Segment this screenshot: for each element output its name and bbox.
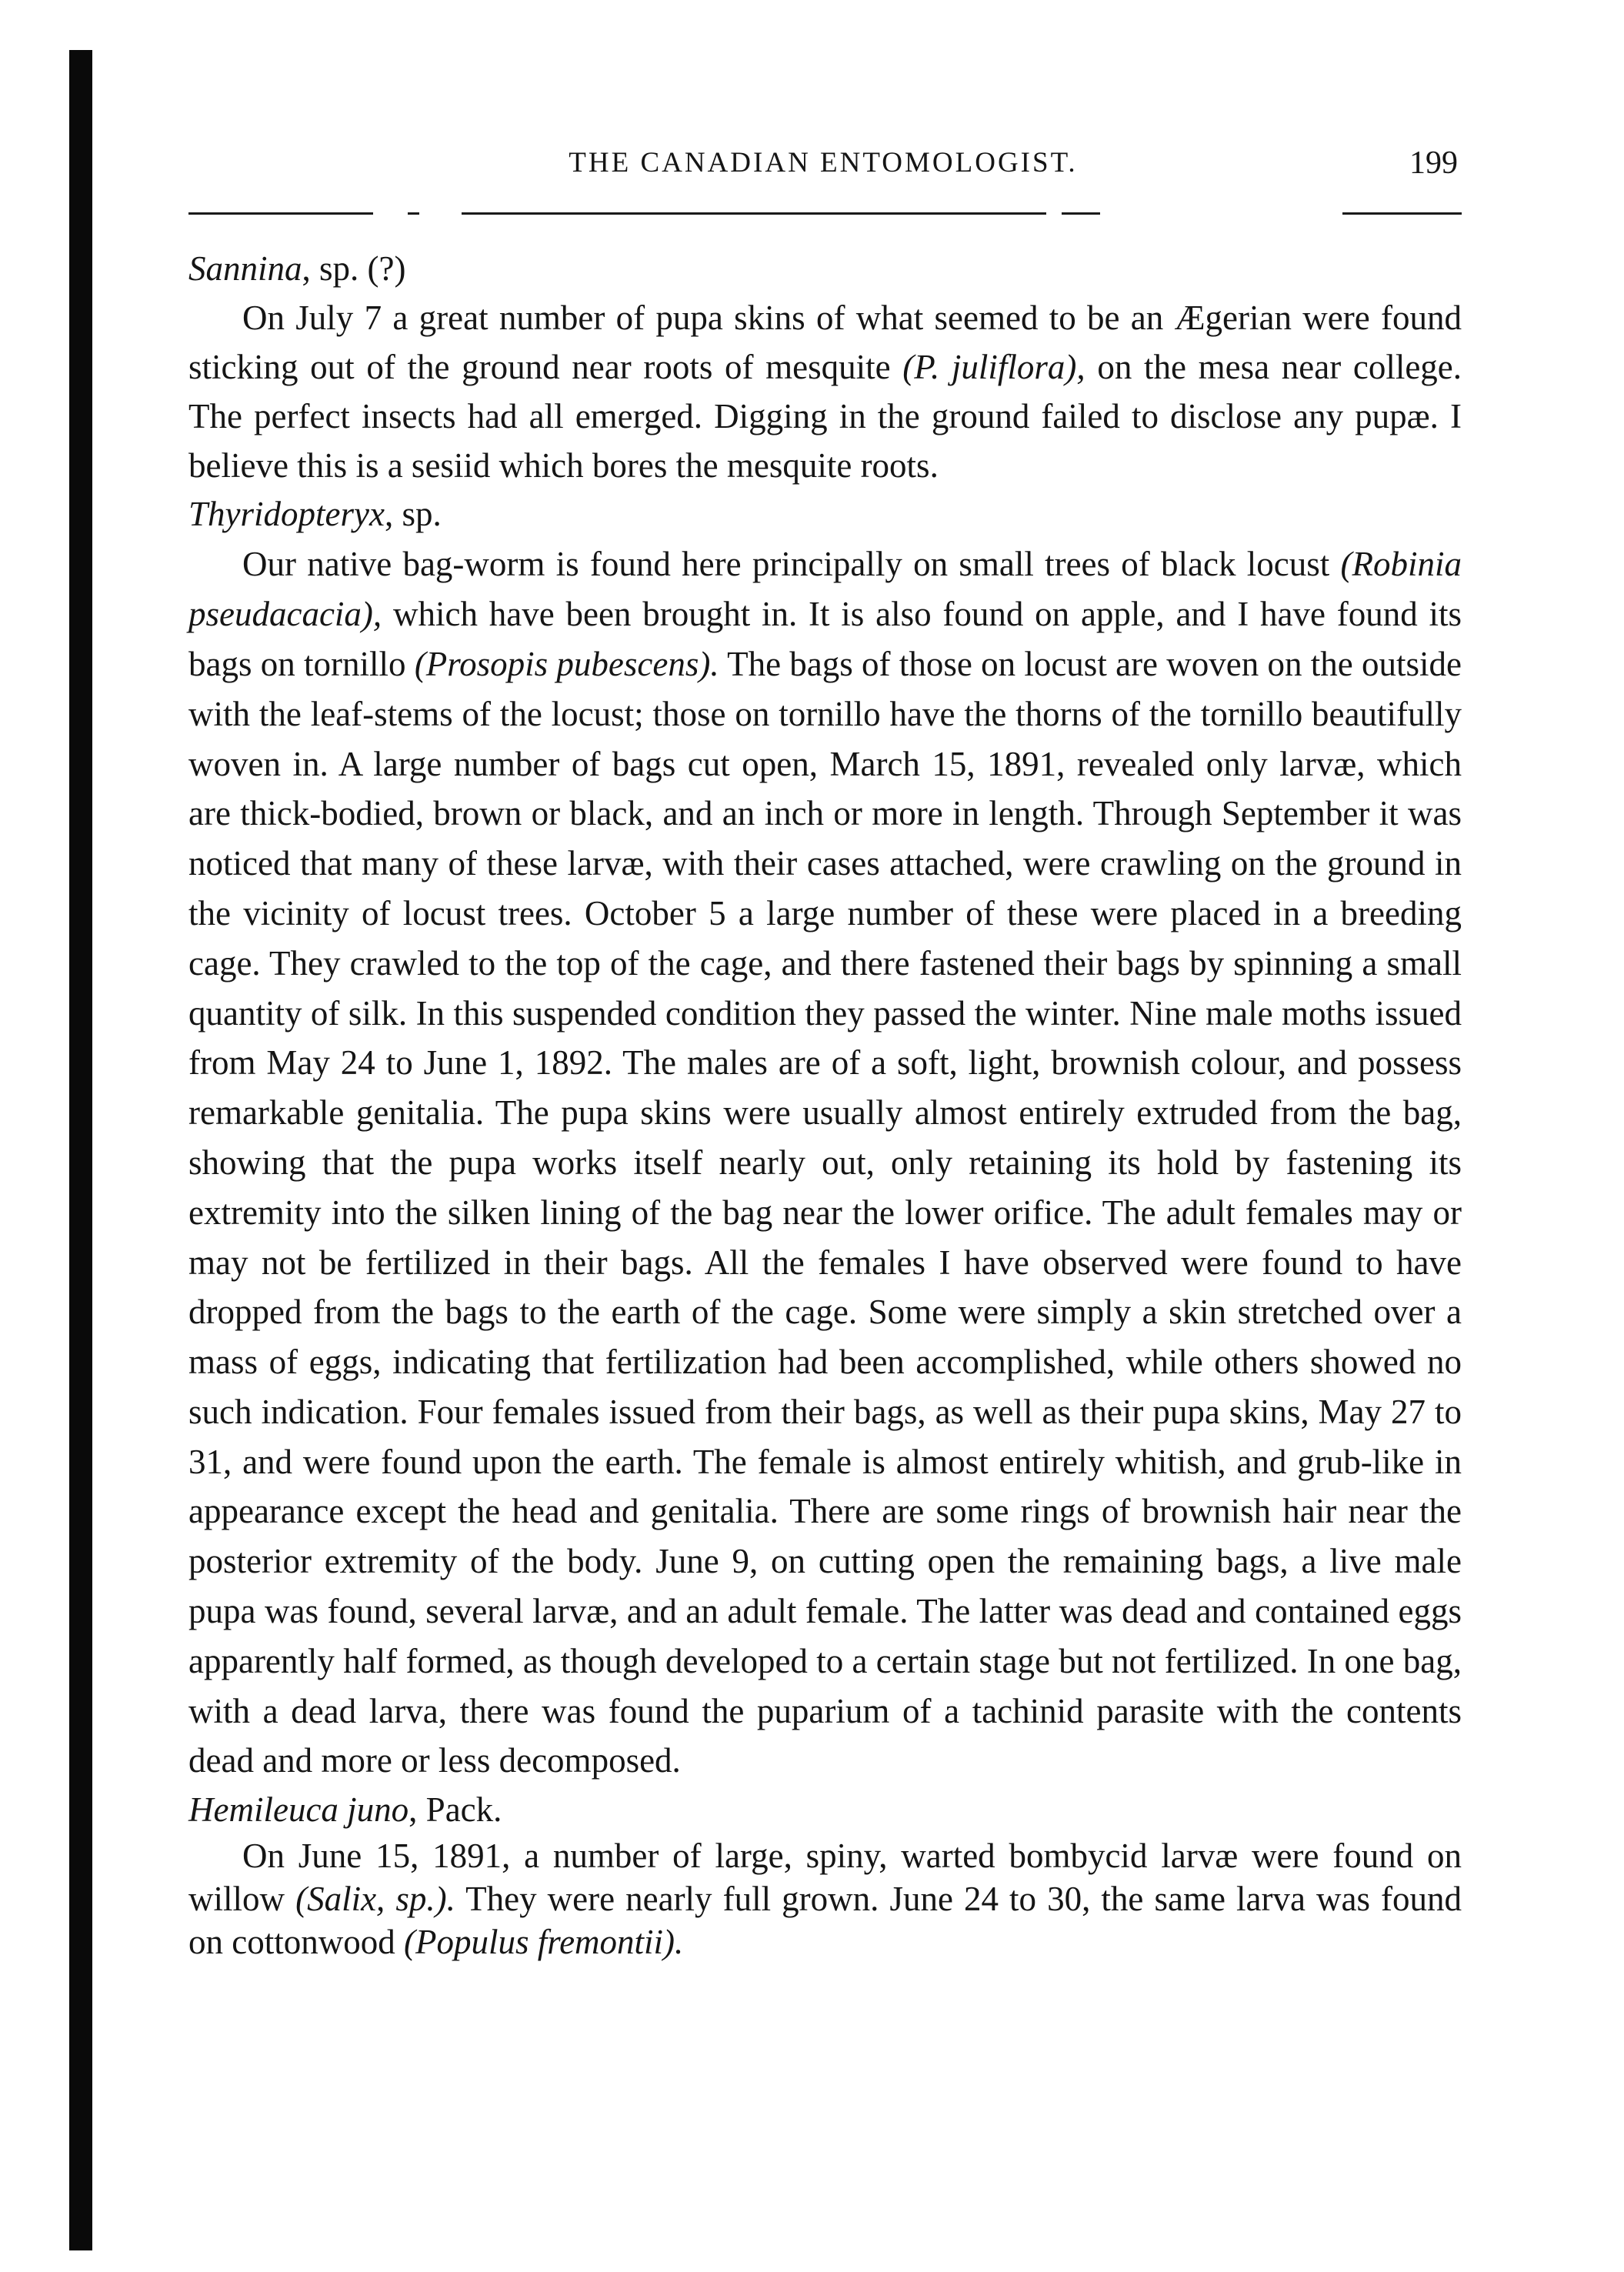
- binding-edge: [69, 50, 92, 2250]
- genus-name: Thyridopteryx: [188, 495, 385, 534]
- header-rule-dash: [1062, 212, 1100, 215]
- journal-title: THE CANADIAN ENTOMOLOGIST.: [569, 147, 1078, 178]
- header-rule-center: [462, 212, 1046, 215]
- header-rule-dot: [408, 212, 419, 215]
- species-rank: , sp.: [384, 495, 442, 534]
- species-heading-thyridopteryx: [188, 490, 1462, 539]
- species-rank: , sp. (?): [302, 249, 406, 288]
- page-number: 199: [1409, 145, 1458, 181]
- genus-name: Hemileuca juno: [188, 1790, 409, 1830]
- species-heading-sannina: [188, 245, 1462, 294]
- paragraph-text: On July 7 a great number of pupa skins of what seemed to be an Ægerian were found sticking out of the ground near roots of mesquite: [188, 298, 1462, 386]
- paragraph-text: on the mesa near college. The perfect insects had all emerged. Digging in the ground failed to disclose any pupæ. I believe this is a sesiid which bores the mesquite roots.: [188, 347, 1462, 485]
- paragraph-text: Our native bag-worm is found here principally on small trees of black locust: [242, 545, 1330, 584]
- paragraph-text: On June 15, 1891, a number of large, spiny, warted bombycid larvæ were found on willow: [188, 1837, 1462, 1918]
- plant-name: (P. juliflora),: [902, 347, 1085, 386]
- article-body: [188, 245, 1462, 1964]
- plant-name: (Prosopis pubescens).: [414, 644, 719, 683]
- paragraph-sannina: [188, 294, 1462, 491]
- header-rule-right: [1342, 212, 1462, 215]
- paragraph-thyridopteryx: [188, 539, 1462, 1786]
- header-rule-left: [188, 212, 373, 215]
- paragraph-hemileuca: [188, 1835, 1462, 1963]
- paragraph-text: The bags of those on locust are woven on the outside with the leaf-stems of the locust; those on tornillo have the thorns of the tornillo beautifully woven in. A large number of bags cut open, March 15, 1891, revealed only larvæ, which are thick-bodied, brown or black, and an inch or more in length. Through September it was noticed that many of these larvæ, with their cases attached, were crawling on the ground in the vicinity of locust trees. October 5 a large number of these were placed in a breeding cage. They crawled to the top of the cage, and there fastened their bags by spinning a small quantity of silk. In this suspended condition they passed the winter. Nine male moths issued from May 24 to June 1, 1892. The males are of a soft, light, brownish colour, and possess remarkable genitalia. The pupa skins were usually almost entirely extruded from the bag, showing that the pupa works itself nearly out, only retaining its hold by fastening its extremity into the silken lining of the bag near the lower orifice. The adult females may or may not be fertilized in their bags. All the females I have observed were found to have dropped from the bags to the earth of the cage. Some were simply a skin stretched over a mass of eggs, indicating that fertilization had been accomplished, while others showed no such indication. Four females issued from their bags, as well as their pupa skins, May 27 to 31, and were found upon the earth. The female is almost entirely whitish, and grub-like in appearance except the head and genitalia. There are some rings of brownish hair near the posterior extremity of the body. June 9, on cutting open the remaining bags, a live male pupa was found, several larvæ, and an adult female. The latter was dead and contained eggs apparently half formed, as though developed to a certain stage but not fertilized. In one bag, with a dead larva, there was found the puparium of a tachinid parasite with the contents dead and more or less decomposed.: [188, 644, 1462, 1780]
- plant-name: (Populus fremontii).: [403, 1922, 684, 1961]
- species-heading-hemileuca: [188, 1786, 1462, 1835]
- paragraph-text: They were nearly full grown. June 24 to 30, the same larva was found on cottonwood: [188, 1879, 1462, 1961]
- plant-name: (Salix, sp.).: [295, 1879, 455, 1918]
- plant-name: (Robinia pseudacacia),: [188, 545, 1462, 634]
- genus-name: Sannina: [188, 249, 302, 288]
- paragraph-text: which have been brought in. It is also found on apple, and I have found its bags on tornillo: [188, 595, 1462, 683]
- species-rank: , Pack.: [409, 1790, 502, 1830]
- running-head: [188, 145, 1458, 191]
